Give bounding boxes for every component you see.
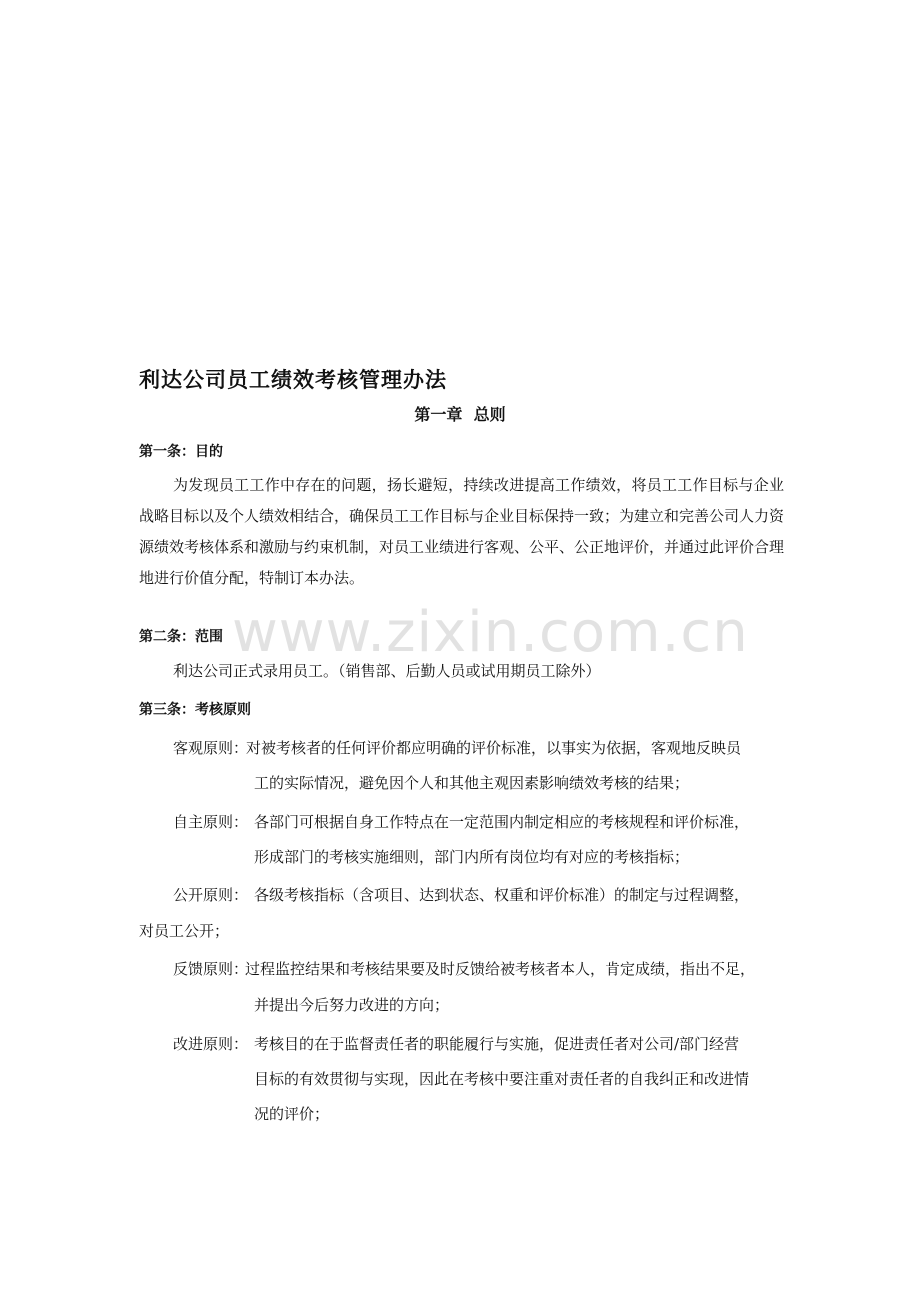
principle-objective-line-2: 工的实际情况，避免因个人和其他主观因素影响绩效考核的结果； <box>254 774 690 792</box>
document-title: 利达公司员工绩效考核管理办法 <box>139 368 447 392</box>
principle-autonomy-line-2: 形成部门的考核实施细则，部门内所有岗位均有对应的考核指标； <box>254 848 690 866</box>
article-2-text: 利达公司正式录用员工。（销售部、后勤人员或试用期员工除外） <box>173 662 601 680</box>
principle-feedback-line-2: 并提出今后努力改进的方向； <box>254 996 450 1014</box>
principle-openness-line-1: 各级考核指标（含项目、达到状态、权重和评价标准）的制定与过程调整， <box>254 886 750 904</box>
principle-openness-label: 公开原则： <box>173 886 249 904</box>
principle-openness-line-2: 对员工公开； <box>139 922 230 940</box>
principle-feedback-line-1: 过程监控结果和考核结果要及时反馈给被考核者本人，肯定成绩，指出不足， <box>245 960 756 978</box>
principle-improvement-line-3: 况的评价； <box>254 1105 330 1123</box>
principle-autonomy-line-1: 各部门可根据自身工作特点在一定范围内制定相应的考核规程和评价标准， <box>254 813 750 831</box>
watermark: www.zixin.com.cn <box>232 600 749 665</box>
article-2-heading: 第二条：范围 <box>139 629 223 645</box>
principle-feedback-label: 反馈原则： <box>173 960 249 978</box>
principle-improvement-label: 改进原则： <box>173 1035 249 1053</box>
article-1-text: 为发现员工工作中存在的问题，扬长避短，持续改进提高工作绩效，将员工工作目标与企业战略目标以及个人绩效相结合，确保员工工作目标与企业目标保持一致；为建立和完善公司人力资源绩效考核体系和激励与约束机制，对员工业绩进行客观、公平、公正地评价，并通过此评价合理地进行价值分配，特制订本办法。 <box>139 476 785 587</box>
article-3-heading: 第三条：考核原则 <box>139 702 251 718</box>
principle-improvement-line-2: 目标的有效贯彻与实现，因此在考核中要注重对责任者的自我纠正和改进情 <box>254 1070 750 1088</box>
principle-objective-line-1: 对被考核者的任何评价都应明确的评价标准，以事实为依据，客观地反映员 <box>246 739 742 757</box>
principle-autonomy-label: 自主原则： <box>173 813 249 831</box>
principle-improvement-line-1: 考核目的在于监督责任者的职能履行与实施，促进责任者对公司/部门经营 <box>254 1035 740 1053</box>
principle-objective-label: 客观原则： <box>173 739 249 757</box>
chapter-title: 第一章 总则 <box>414 405 506 424</box>
article-1-heading: 第一条：目的 <box>139 444 223 460</box>
